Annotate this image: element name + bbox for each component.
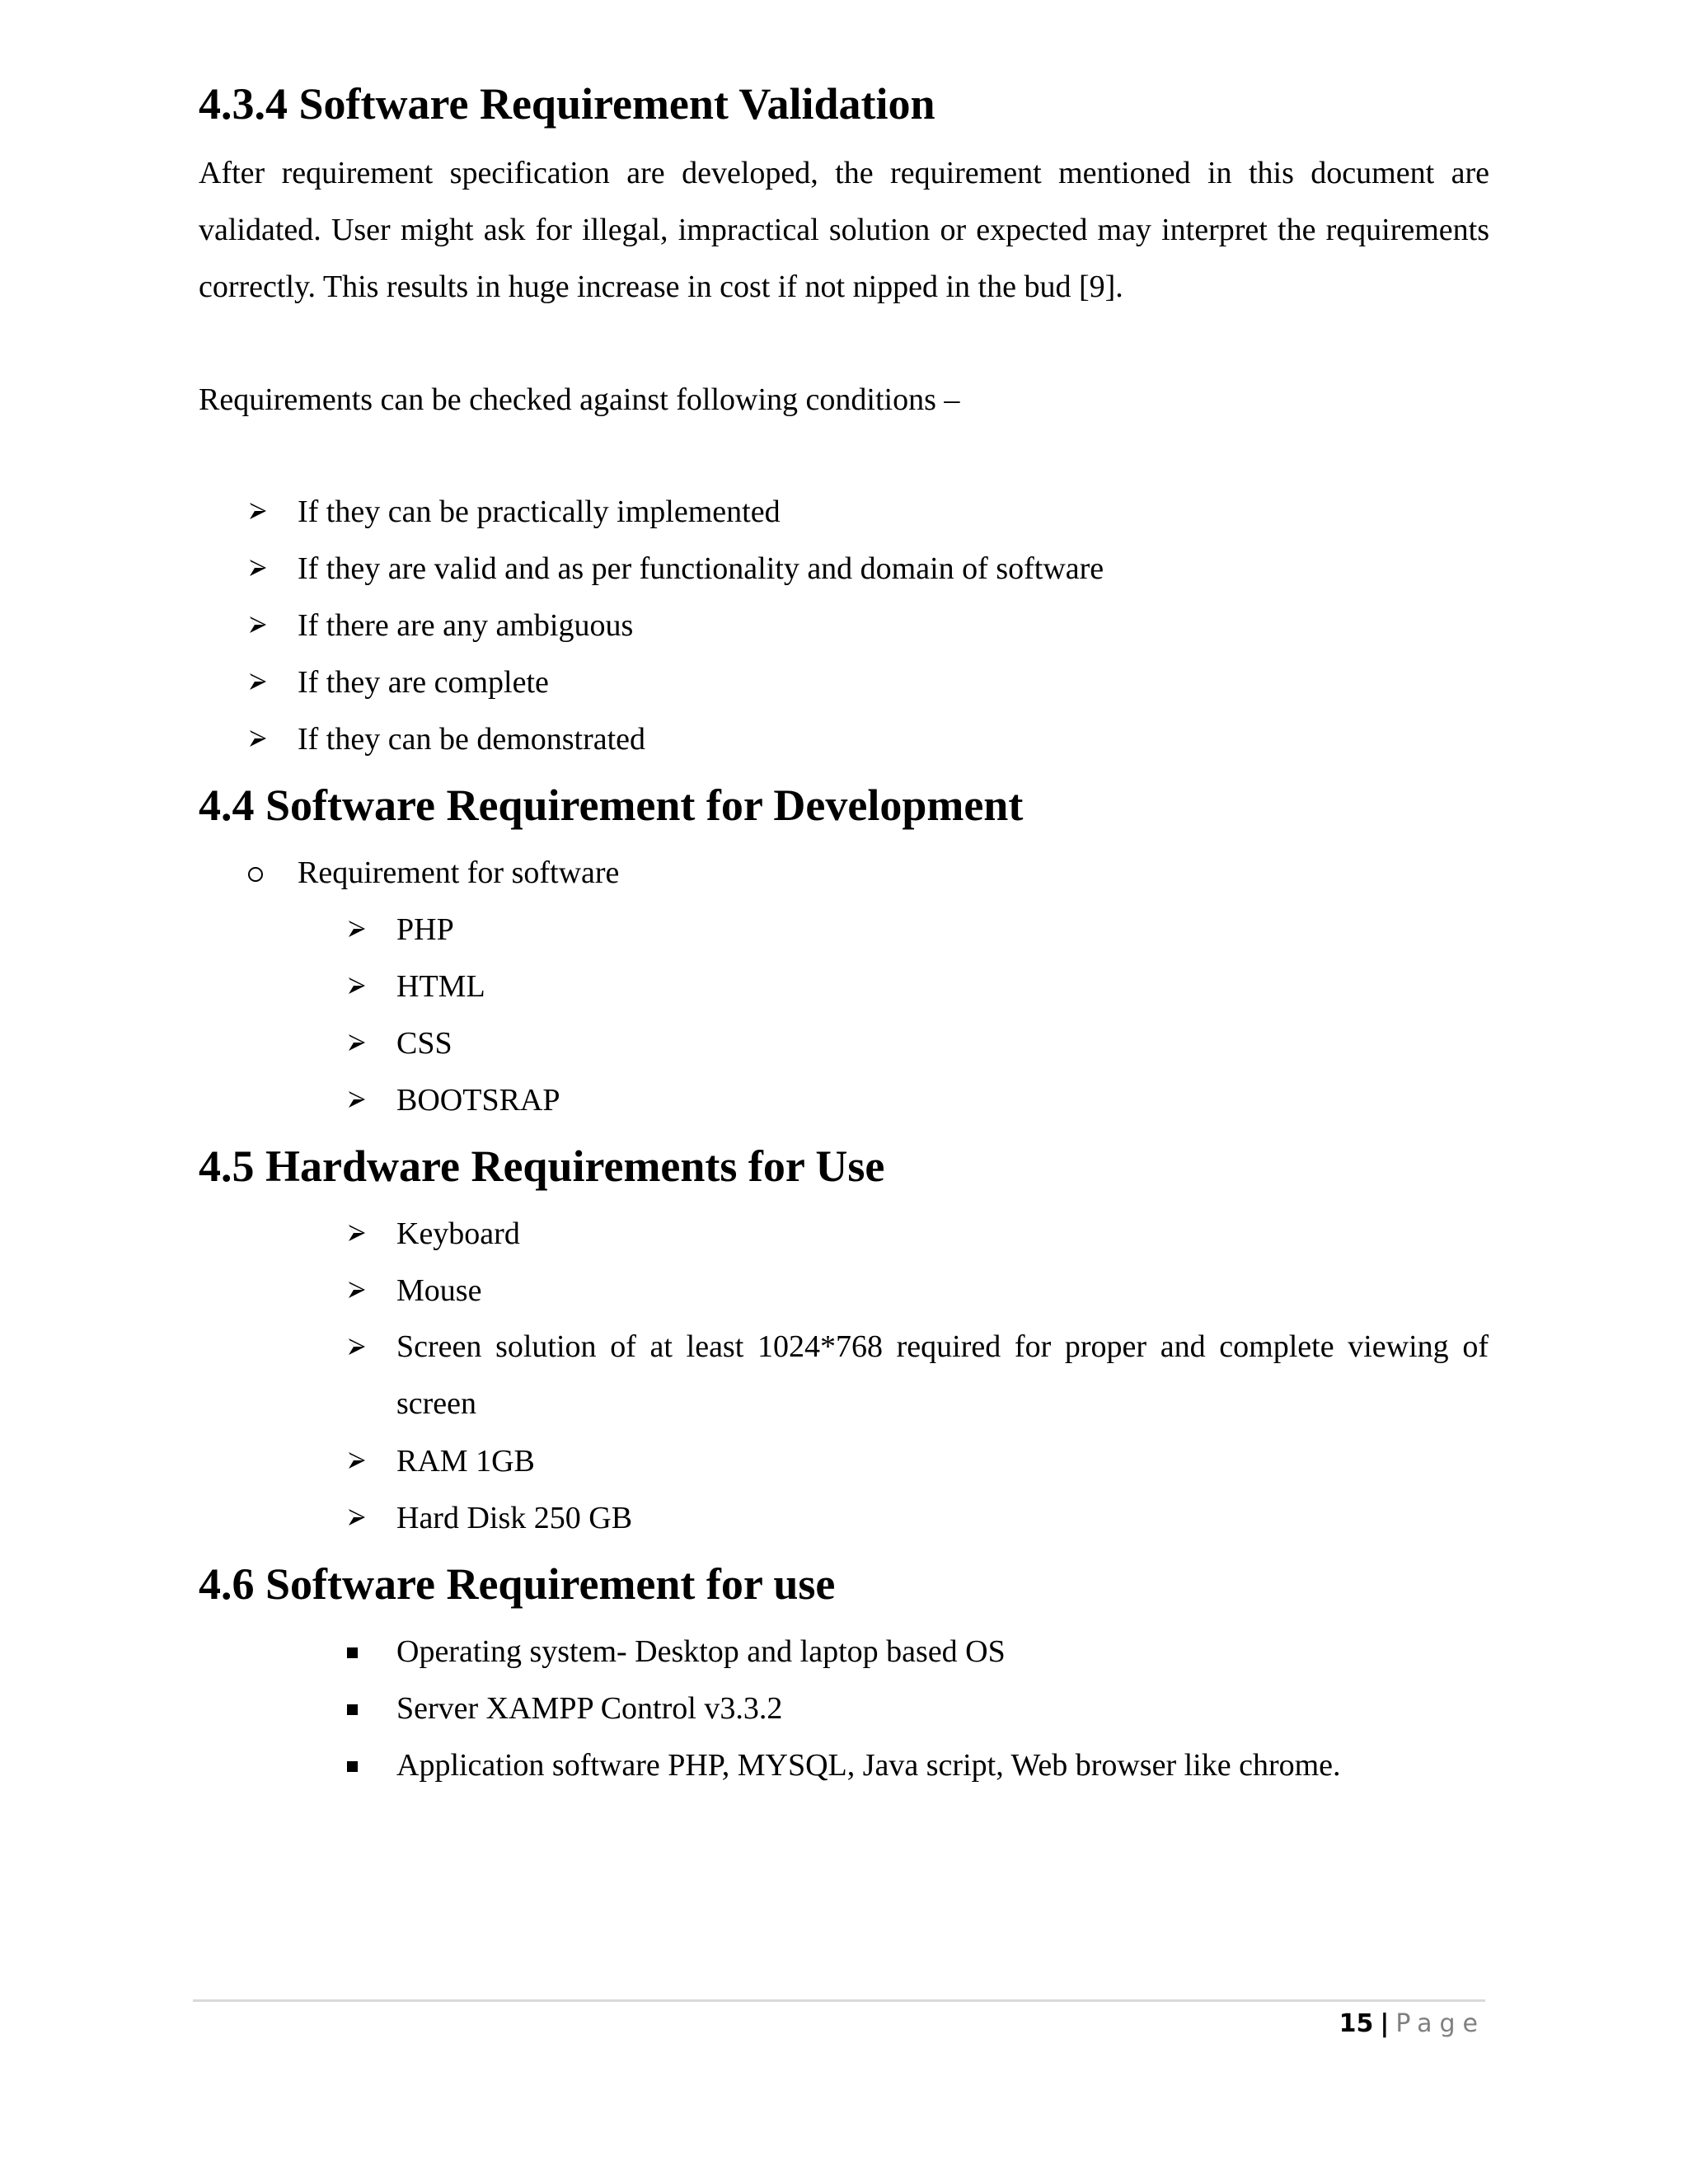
section-heading-hardware: 4.5 Hardware Requirements for Use (199, 1141, 885, 1191)
arrow-bullet-icon (347, 1332, 380, 1357)
arrow-bullet-icon (347, 1218, 380, 1243)
arrow-bullet-icon (347, 1085, 380, 1109)
square-bullet-icon (347, 1693, 380, 1715)
arrow-bullet-icon (248, 667, 281, 691)
arrow-bullet-icon (248, 610, 281, 635)
arrow-bullet-icon (248, 496, 281, 521)
section-heading-validation: 4.3.4 Software Requirement Validation (199, 79, 935, 129)
page-footer (1339, 2009, 1485, 2038)
page-number: 15 (1339, 2009, 1374, 2038)
footer-divider (193, 1999, 1485, 2002)
arrow-bullet-icon (347, 1502, 380, 1527)
arrow-bullet-icon (347, 1028, 380, 1052)
section-heading-development: 4.4 Software Requirement for Development (199, 780, 1024, 830)
hollow-circle-bullet-icon (248, 857, 281, 882)
validation-paragraph: After requirement specification are developed, the requirement mentioned in this document are validated. User might ask for illegal, impractical solution or expected may interpret the requirements correctly. This results in huge increase in cost if not nipped in the bud [9]. (199, 156, 1489, 304)
arrow-bullet-icon (347, 971, 380, 996)
arrow-bullet-icon (347, 1275, 380, 1300)
section-heading-software-use: 4.6 Software Requirement for use (199, 1559, 836, 1609)
square-bullet-icon (347, 1750, 380, 1772)
page-label: Page (1395, 2009, 1485, 2038)
arrow-bullet-icon (347, 1446, 380, 1470)
square-bullet-icon (347, 1636, 380, 1658)
arrow-bullet-icon (347, 914, 380, 939)
arrow-bullet-icon (248, 724, 281, 748)
arrow-bullet-icon (248, 553, 281, 578)
footer-separator: | (1380, 2009, 1390, 2038)
conditions-intro: Requirements can be checked against following conditions – (199, 382, 960, 417)
